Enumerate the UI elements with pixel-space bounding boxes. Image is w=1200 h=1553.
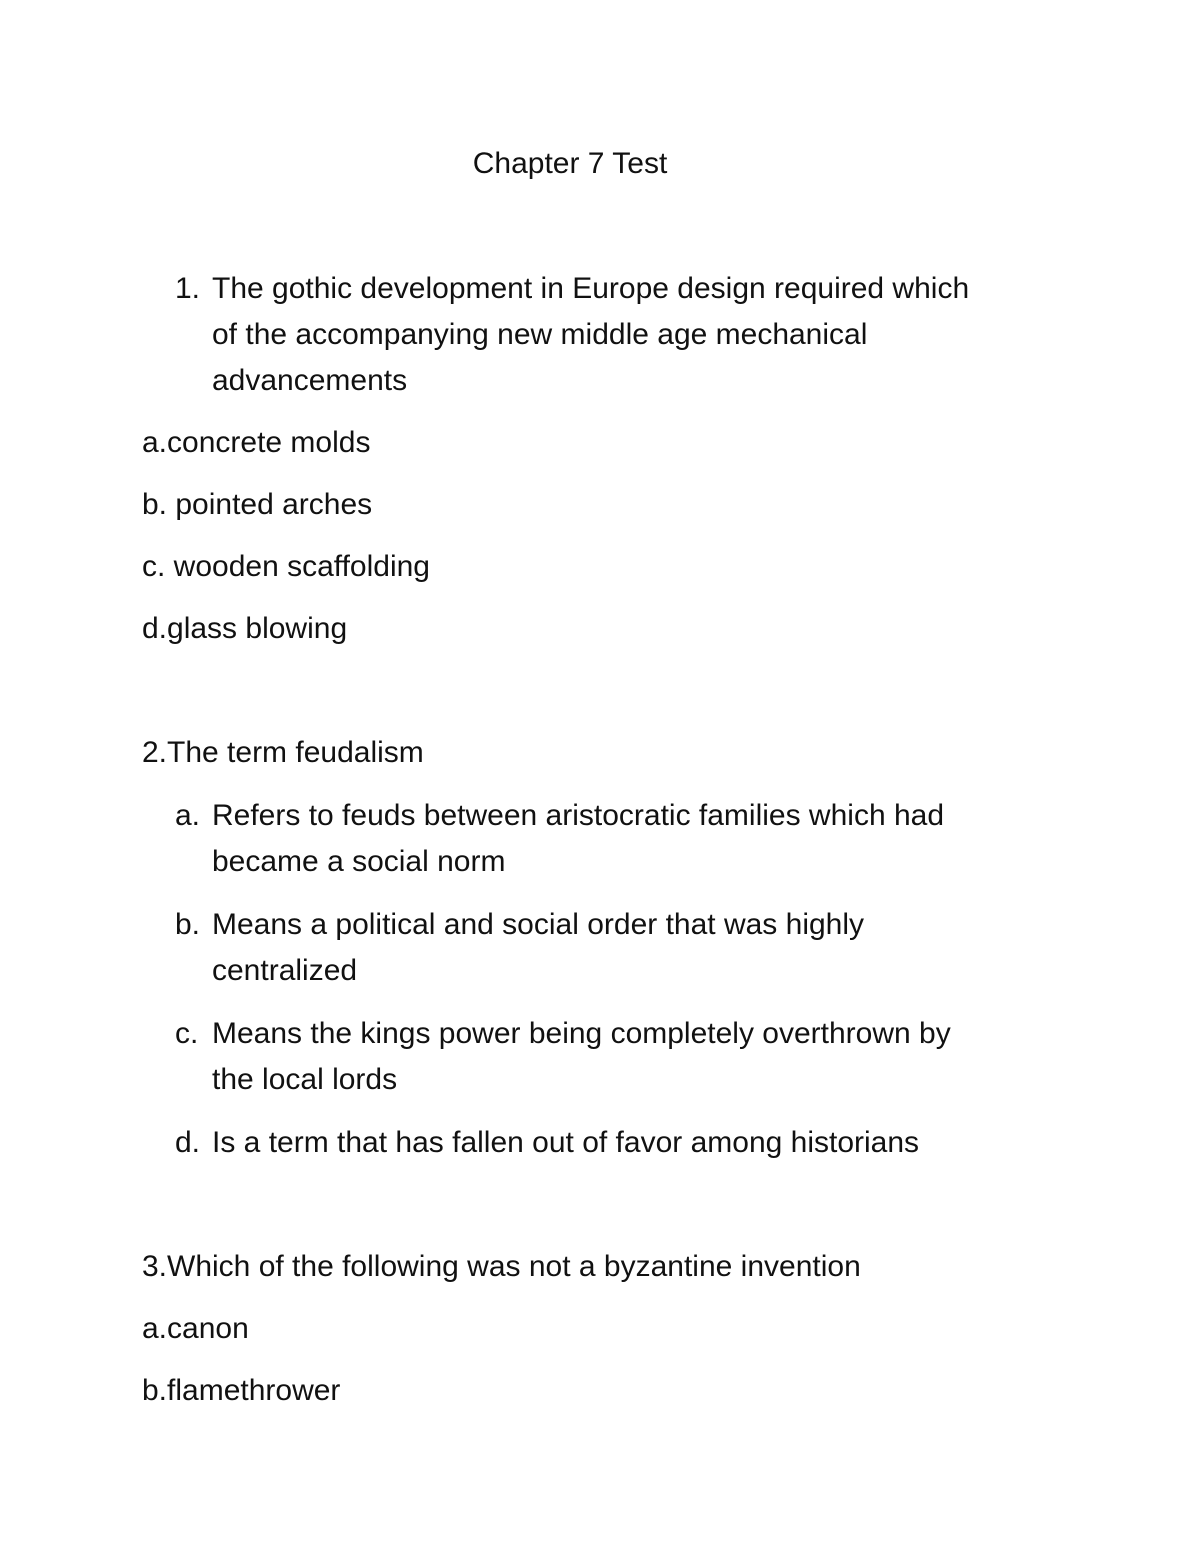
question-text-line: advancements [212,364,408,397]
answer-option: b.flamethrower [142,1374,341,1407]
question-stem: 2.The term feudalism [142,736,424,769]
answer-option-line: Refers to feuds between aristocratic families which had [212,799,945,832]
answer-option: a.concrete molds [142,426,371,459]
question-number: 1. [175,272,201,305]
question-text-line: of the accompanying new middle age mechanical [212,318,868,351]
page-title: Chapter 7 Test [472,147,668,180]
answer-option: c. wooden scaffolding [142,550,430,583]
question-text-line: The gothic development in Europe design required which [212,272,970,305]
option-marker: a. [175,799,201,832]
answer-option-line: the local lords [212,1063,398,1096]
question-stem: 3.Which of the following was not a byzantine invention [142,1250,861,1283]
answer-option-line: Means the kings power being completely overthrown by [212,1017,951,1050]
option-marker: c. [175,1017,199,1050]
answer-option: d.glass blowing [142,612,348,645]
answer-option-line: became a social norm [212,845,506,878]
answer-option: b. pointed arches [142,488,373,521]
answer-option-line: Is a term that has fallen out of favor among historians [212,1126,920,1159]
answer-option: a.canon [142,1312,249,1345]
answer-option-line: Means a political and social order that was highly [212,908,865,941]
answer-option-line: centralized [212,954,358,987]
option-marker: d. [175,1126,201,1159]
option-marker: b. [175,908,201,941]
